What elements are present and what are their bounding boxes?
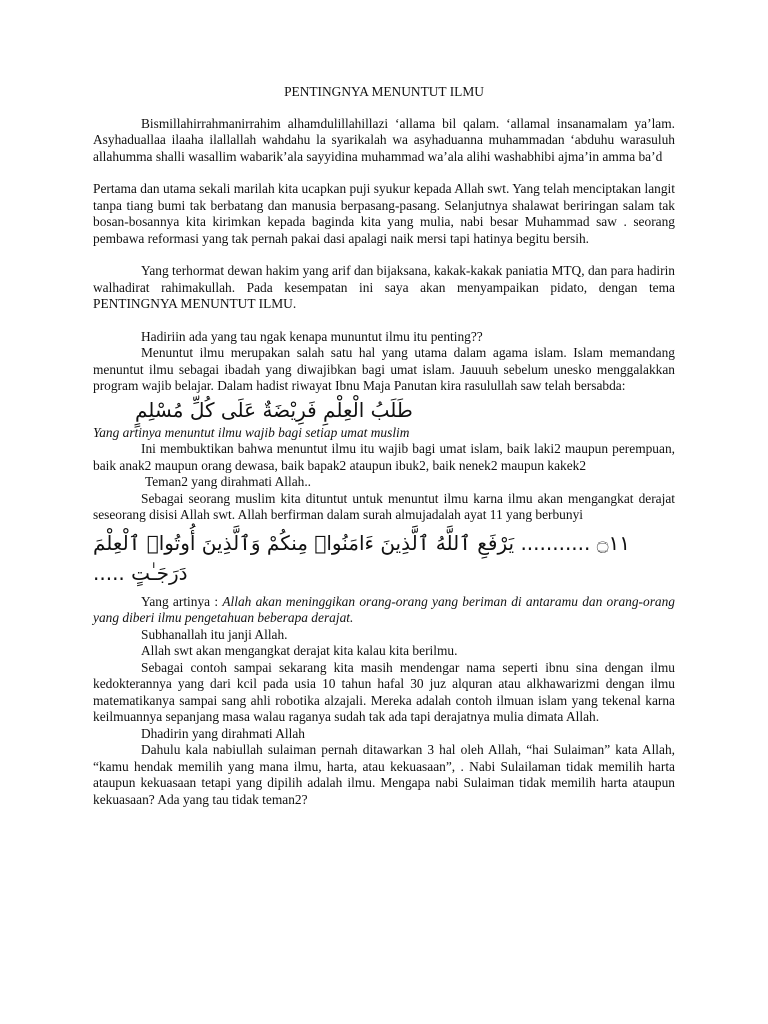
paragraph-teman: Teman2 yang dirahmati Allah.. bbox=[145, 474, 312, 489]
paragraph-ayat-meaning bbox=[93, 594, 675, 627]
hadith-meaning: Yang artinya menuntut ilmu wajib bagi setiap umat muslim bbox=[93, 424, 410, 440]
paragraph-dahulu: Dahulu kala nabiullah sulaiman pernah ditawarkan 3 hal oleh Allah, “hai Sulaiman” kata Allah, “kamu hendak memilih yang mana ilmu, harta, atau kekuasaan”, . Nabi Sulailaman tidak memilih harta ataupun kekuasaan tetapi yang dipilih adalah ilmu. Mengapa nabi Sulaiman tidak memilih harta ataupun kekuasaan? Ada yang tau tidak teman2? bbox=[93, 742, 675, 807]
arabic-ayat: ۝١١ ........... يَرْفَعِ ٱللَّهُ ٱلَّذِينَ ءَامَنُوا۟ مِنكُمْ وَٱلَّذِينَ أُوتُوا۟ ٱلْعِلْمَ دَرَجَـٰتٍ ..... bbox=[93, 530, 630, 585]
paragraph-dhadirin: Dhadirin yang dirahmati Allah bbox=[141, 725, 305, 741]
paragraph-subhanallah: Subhanallah itu janji Allah. bbox=[141, 626, 288, 642]
spacer bbox=[93, 313, 675, 329]
paragraph-menuntut: Menuntut ilmu merupakan salah satu hal yang utama dalam agama islam. Islam memandang menuntut ilmu sebagai ibadah yang diwajibkan bagi umat islam. Jauuuh sebelum unesko menggalakkan program wajib belajar. Dalam hadist riwayat Ibnu Maja Panutan kira rasulullah saw telah bersabda: bbox=[93, 345, 675, 393]
arabic-hadith: طَلَبُ الْعِلْمِ فَرِيْضَةٌ عَلَى كُلِّ مُسْلِمٍ bbox=[135, 397, 413, 422]
paragraph-hadirin: Hadiriin ada yang tau ngak kenapa mununtut ilmu itu penting?? bbox=[141, 328, 483, 344]
spacer bbox=[93, 247, 675, 263]
paragraph-membuktikan: Ini membuktikan bahwa menuntut ilmu itu wajib bagi umat islam, baik laki2 maupun perempuan, baik anak2 maupun orang dewasa, baik bapak2 ataupun ibuk2, baik nenek2 maupun kakek2 bbox=[93, 441, 675, 473]
ayat-meaning-prefix: Yang artinya : bbox=[141, 593, 219, 609]
spacer bbox=[93, 165, 675, 181]
ayat-meaning: Allah akan meninggikan orang-orang yang beriman di antaramu dan orang-orang yang diberi ilmu pengetahuan beberapa derajat. bbox=[93, 593, 675, 625]
paragraph-contoh: Sebagai contoh sampai sekarang kita masih mendengar nama seperti ibnu sina dengan ilmu kedokterannya yang dari kcil pada usia 10 tahun hafal 30 juz alquran atau alkhawarizmi dengan ilmu matematikanya sampai sang ahli robotika alzajali. Mereka adalah contoh ilmuan islam yang tekenal karna keilmuannya sepanjang masa walau raganya sudah tak ada tapi derajatnya mulia dimata Allah. bbox=[93, 659, 675, 724]
page-title: PENTINGNYA MENUNTUT ILMU bbox=[284, 84, 484, 99]
paragraph-sebagai: Sebagai seorang muslim kita dituntut untuk menuntut ilmu karna ilmu akan mengangkat derajat seseorang disisi Allah swt. Allah berfirman dalam surah almujadalah ayat 11 yang berbunyi bbox=[93, 490, 675, 522]
paragraph-allahswt: Allah swt akan mengangkat derajat kita kalau kita berilmu. bbox=[141, 643, 458, 658]
paragraph-opening: Bismillahirrahmanirrahim alhamdulillahillazi ‘allama bil qalam. ‘allamal insanamalam ya’lam. Asyhaduallaa ilaaha ilallallah wahdahu la syarikalah wa asyhaduanna muhammadan ‘abduhu warasuluh allahumma shalli wasallim wabarik’ala sayyidina muhammad wa’ala alihi washabhibi ajma’in amma ba’d bbox=[93, 115, 675, 164]
paragraph-pertama: Pertama dan utama sekali marilah kita ucapkan puji syukur kepada Allah swt. Yang telah menciptakan langit tanpa tiang bumi tak berbatang dan manusia berpasang-pasang. Selanjutnya shalawat beriringan salam tak bosan-bosannya kita kirimkan kepada baginda kita yang mulia, nabi besar Muhammad saw . seorang pembawa reformasi yang tak pernah pakai dasi apalagi naik mersi tapi hatinya begitu bersih. bbox=[93, 181, 675, 246]
paragraph-hormat: Yang terhormat dewan hakim yang arif dan bijaksana, kakak-kakak paniatia MTQ, dan para hadirin walhadirat rahimakullah. Pada kesempatan ini saya akan menyampaikan pidato, dengan tema PENTINGNYA MENUNTUT ILMU. bbox=[93, 263, 675, 311]
document-body bbox=[93, 84, 675, 808]
